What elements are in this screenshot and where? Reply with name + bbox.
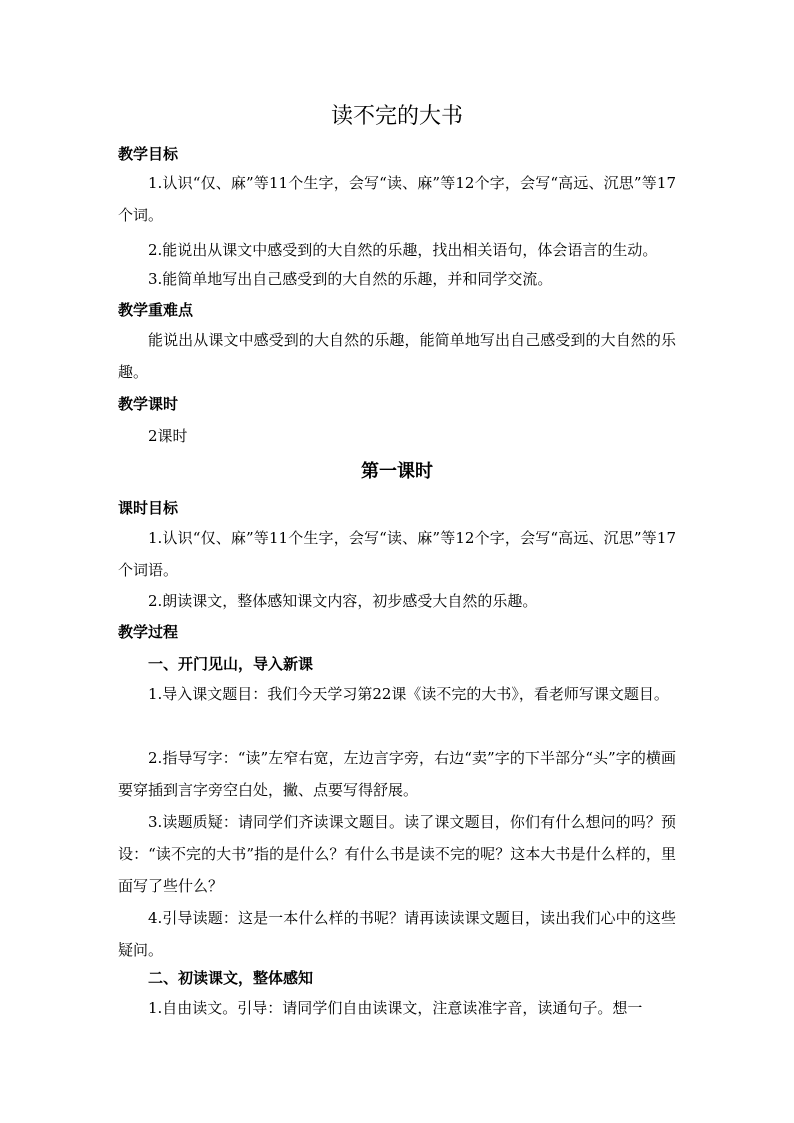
goal-item-1: 1.认识“仅、麻”等11个生字，会写“读、麻”等12个字，会写“高远、沉思”等17个词。 <box>118 174 676 224</box>
session-goal-item-2: 2.朗读课文，整体感知课文内容，初步感受大自然的乐趣。 <box>148 592 538 610</box>
hours-text: 2课时 <box>148 427 188 445</box>
part1-step-3: 3.读题质疑：请同学们齐读课文题目。读了课文题目，你们有什么想问的吗？预设：“读不完的大书”指的是什么？有什么书是读不完的呢？这本大书是什么样的，里面写了些什么？ <box>118 813 676 895</box>
part1-step-1: 1.导入课文题目：我们今天学习第22课《读不完的大书》，看老师写课文题目。 <box>148 685 669 703</box>
part2-heading: 二、初读课文，整体感知 <box>148 969 314 987</box>
hours-heading: 教学课时 <box>118 395 179 413</box>
part1-step-4: 4.引导读题：这是一本什么样的书呢？请再读读课文题目，读出我们心中的这些疑问。 <box>118 909 676 959</box>
process-heading: 教学过程 <box>118 623 179 641</box>
key-points-text: 能说出从课文中感受到的大自然的乐趣，能简单地写出自己感受到的大自然的乐趣。 <box>118 331 676 381</box>
key-points-heading: 教学重难点 <box>118 301 194 319</box>
goal-item-3: 3.能简单地写出自己感受到的大自然的乐趣，并和同学交流。 <box>148 270 553 288</box>
session-goal-item-1: 1.认识“仅、麻”等11个生字，会写“读、麻”等12个字，会写“高远、沉思”等17个词语。 <box>118 529 676 579</box>
goal-item-2: 2.能说出从课文中感受到的大自然的乐趣，找出相关语句，体会语言的生动。 <box>148 241 658 259</box>
part2-step-1: 1.自由读文。引导：请同学们自由读课文，注意读准字音，读通句子。想一 <box>148 999 643 1017</box>
document-title: 读不完的大书 <box>330 104 463 129</box>
part1-heading: 一、开门见山，导入新课 <box>148 655 314 673</box>
session-goals-heading: 课时目标 <box>118 499 179 517</box>
goals-heading: 教学目标 <box>118 145 179 163</box>
part1-step-2: 2.指导写字：“读”左窄右宽，左边言字旁，右边“卖”字的下半部分“头”字的横画要穿插到言字旁空白处，撇、点要写得舒展。 <box>118 749 676 799</box>
session-title: 第一课时 <box>361 461 433 482</box>
